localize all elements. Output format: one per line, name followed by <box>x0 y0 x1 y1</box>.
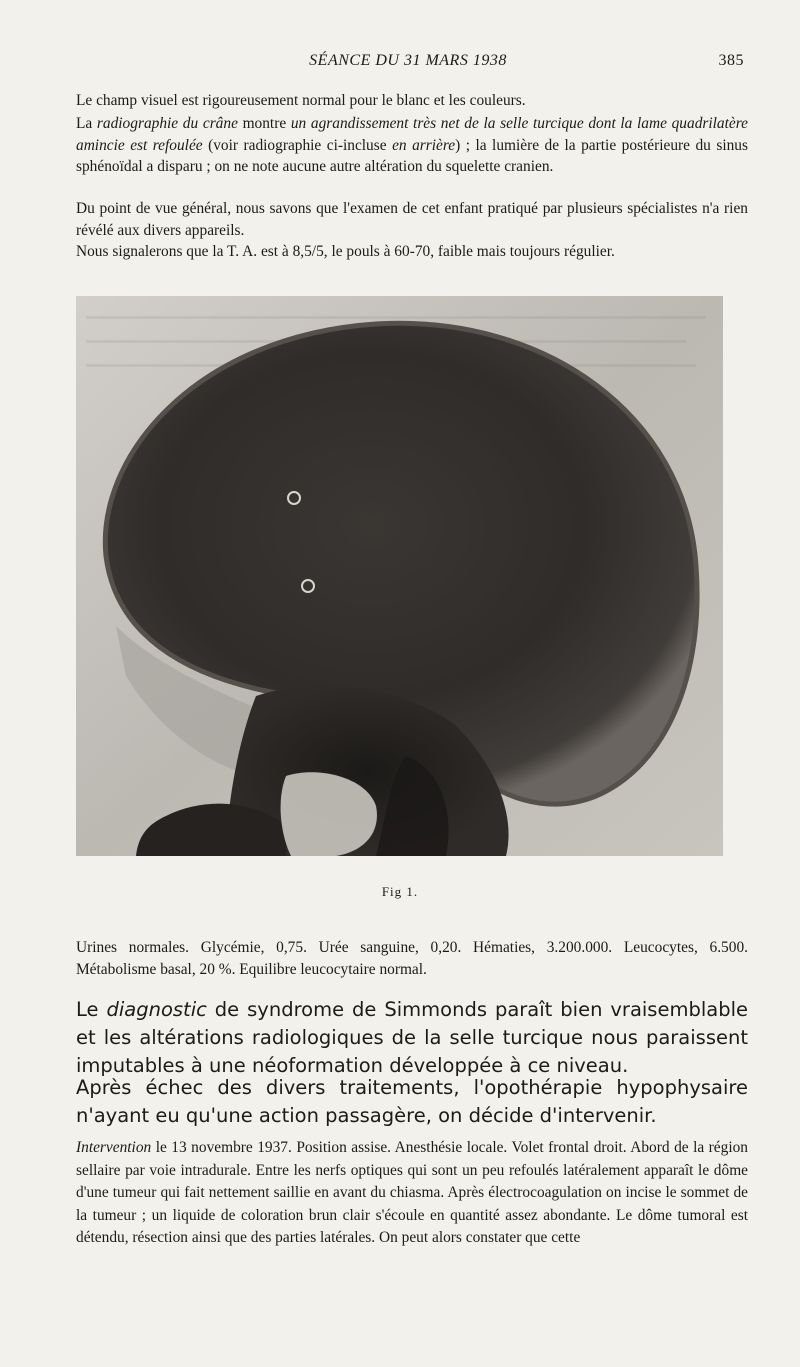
text-run: Le <box>76 998 107 1021</box>
paragraph-intervention <box>76 1137 748 1250</box>
running-header <box>70 52 746 76</box>
paragraph-text <box>76 1137 748 1250</box>
paragraph-text: Après échec des divers traitements, l'opothérapie hypophysaire n'ayant eu qu'une action passagère, on décide d'intervenir. <box>76 1076 748 1127</box>
text-run: La <box>76 115 97 132</box>
paragraph-lab-results <box>76 937 748 981</box>
paragraph-text <box>76 113 748 178</box>
text-run: ) ; la lumière de la partie postérieure du sinus sphénoïdal a disparu ; on ne note aucune autre altération du squelette cranien. <box>76 136 748 176</box>
figure-caption: Fig 1. <box>381 884 419 899</box>
text-run: (voir radiographie ci-incluse <box>202 136 393 154</box>
page-number: 385 <box>718 52 744 69</box>
emphasis-text: Intervention <box>76 1139 152 1156</box>
skull-radiograph-figure <box>76 296 723 856</box>
paragraph-decision <box>76 1074 748 1130</box>
paragraph-text: Nous signalerons que la T. A. est à 8,5/5, le pouls à 60-70, faible mais toujours régulier. <box>76 243 615 260</box>
paragraph-text <box>76 996 748 1080</box>
header-title: SÉANCE DU 31 MARS 1938 <box>309 52 507 69</box>
paragraph-general-exam <box>76 198 748 241</box>
emphasis-text: un agrandissement très net de la selle turcique dont la lame quadrilatère amincie est refoulée <box>76 115 748 154</box>
paragraph-skull-radiography <box>76 113 748 178</box>
paragraph-text: Du point de vue général, nous savons que l'examen de cet enfant pratiqué par plusieurs spécialistes n'a rien révélé aux divers appareils. <box>76 200 748 239</box>
paragraph-diagnosis <box>76 996 748 1080</box>
paragraph-visual-field <box>76 90 748 112</box>
skull-xray-image <box>76 296 723 856</box>
paragraph-text: Urines normales. Glycémie, 0,75. Urée sanguine, 0,20. Hématies, 3.200.000. Leucocytes, 6.500. Métabolisme basal, 20 %. Equilibre leucocytaire normal. <box>76 939 748 978</box>
paragraph-text: Le champ visuel est rigoureusement normal pour le blanc et les couleurs. <box>76 92 526 109</box>
emphasis-text: diagnostic <box>106 998 207 1021</box>
emphasis-text: radiographie du crâne <box>96 115 238 132</box>
text-run: de syndrome de Simmonds paraît bien vraisemblable et les altérations radiologiques de la selle turcique nous paraissent imputables à une néoformation développée à ce niveau. <box>76 998 748 1077</box>
emphasis-text: en arrière <box>392 136 456 154</box>
paragraph-blood-pressure <box>76 241 748 263</box>
text-run: montre <box>237 115 291 132</box>
text-run: le 13 novembre 1937. Position assise. Anesthésie locale. Volet frontal droit. Abord de la région sellaire par voie intradurale. Entre les nerfs optiques qui sont un peu refoulés latéralement apparaît le dôme d'une tumeur qui fait nettement saillie en avant du chiasma. Après électrocoagulation on incise le sommet de la tumeur ; un liquide de coloration brun clair s'écoule en quantité assez abondante. Le dôme tumoral est détendu, résection ainsi que des parties latérales. On peut alors constater que cette <box>76 1139 748 1246</box>
